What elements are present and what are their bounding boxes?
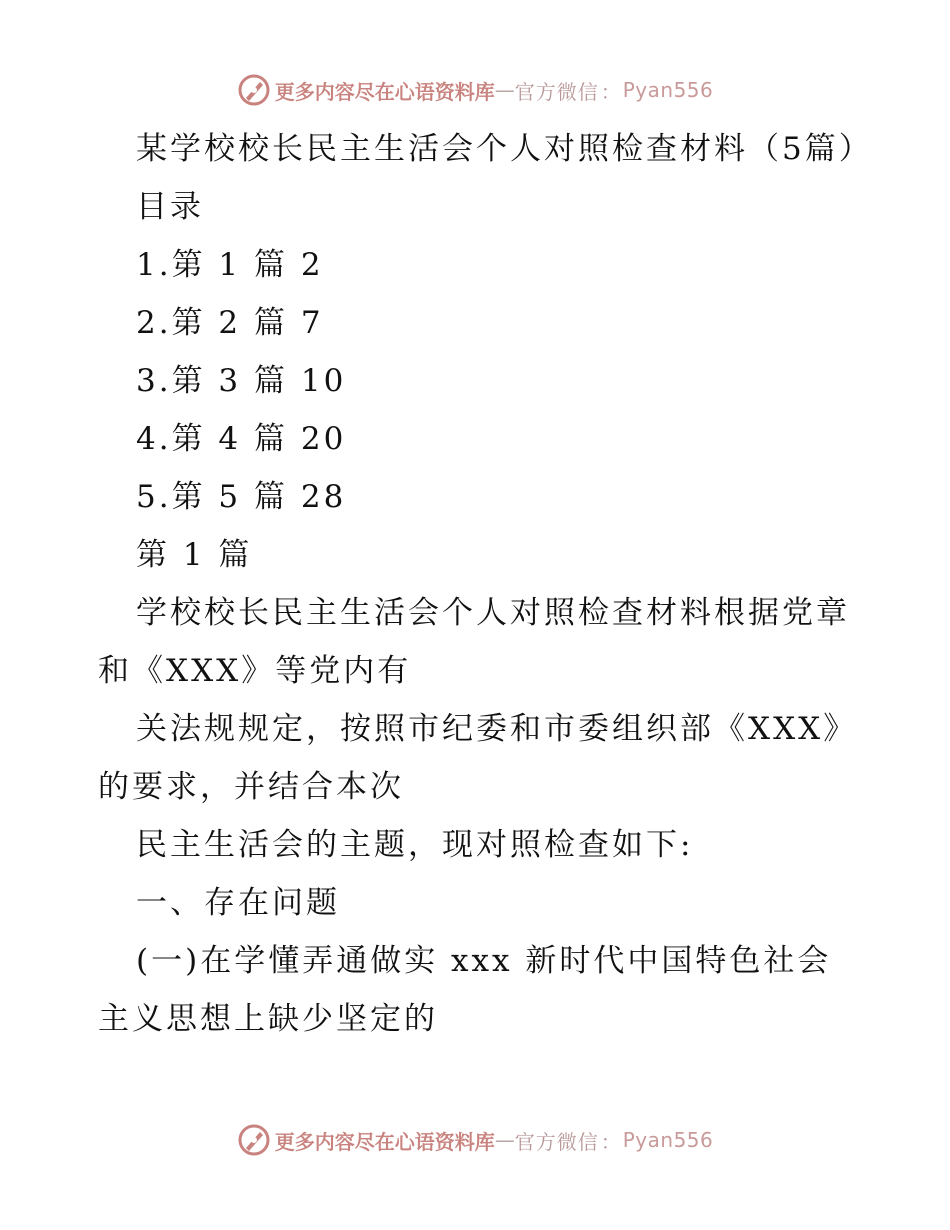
- document-title: 某学校校长民主生活会个人对照检查材料（5篇）: [136, 131, 873, 167]
- pen-logo-icon: [237, 1123, 271, 1157]
- toc-heading: 目录: [136, 189, 204, 225]
- footer-wechat-label: 官方微信: [514, 1129, 599, 1154]
- header-wechat-id: Pyan556: [622, 78, 714, 102]
- section-subheading: 一、存在问题: [136, 885, 340, 921]
- footer-watermark: [0, 1120, 950, 1160]
- footer-wechat-id: Pyan556: [622, 1128, 714, 1152]
- footer-brand: 更多内容尽在心语资料库: [274, 1129, 495, 1154]
- footer-dash: —: [494, 1128, 515, 1152]
- header-separator: ：: [600, 79, 621, 104]
- toc-item: 2.第 2 篇 7: [136, 305, 324, 341]
- pen-logo-icon: [237, 73, 271, 107]
- toc-item: 1.第 1 篇 2: [136, 247, 324, 283]
- document-body: [98, 120, 873, 1048]
- body-paragraph: 民主生活会的主题，现对照检查如下:: [136, 827, 694, 863]
- toc-item: 4.第 4 篇 20: [136, 421, 347, 457]
- header-wechat-label: 官方微信: [514, 79, 599, 104]
- body-paragraph: 学校校长民主生活会个人对照检查材料根据党章和《XXX》等党内有: [98, 595, 850, 689]
- header-dash: —: [494, 78, 515, 102]
- header-brand: 更多内容尽在心语资料库: [274, 79, 495, 104]
- body-paragraph: (一)在学懂弄通做实 xxx 新时代中国特色社会主义思想上缺少坚定的: [98, 943, 832, 1037]
- toc-item: 3.第 3 篇 10: [136, 363, 347, 399]
- footer-separator: ：: [600, 1129, 621, 1154]
- header-watermark: [0, 70, 950, 110]
- body-paragraph: 关法规规定，按照市纪委和市委组织部《XXX》的要求，并结合本次: [98, 711, 858, 805]
- toc-item: 5.第 5 篇 28: [136, 479, 347, 515]
- section-heading: 第 1 篇: [136, 537, 253, 573]
